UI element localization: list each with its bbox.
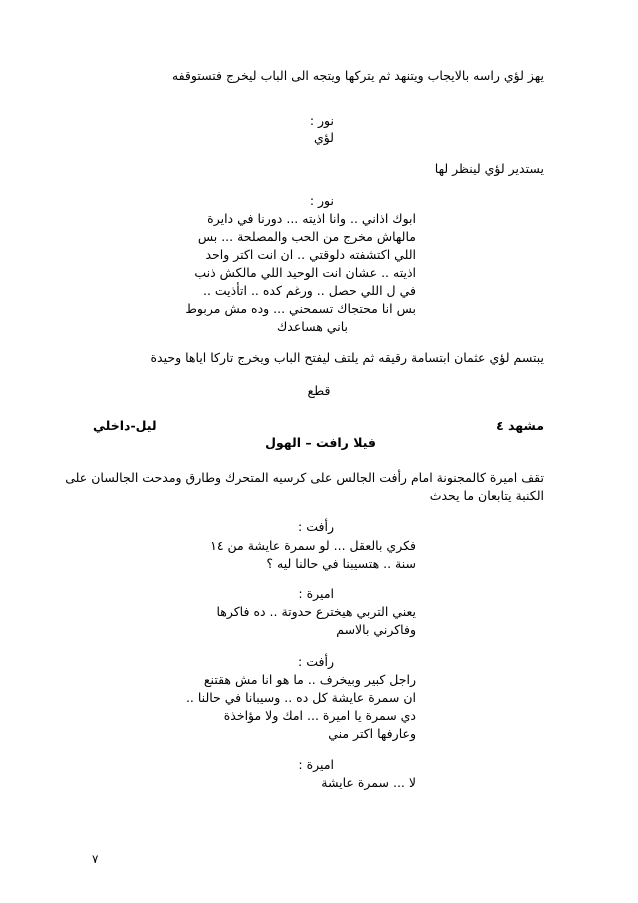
action-line: يبتسم لؤي عثمان ابتسامة رقيقه ثم يلتف ليفتح الباب ويخرج تاركا اياها وحيدة [150,350,544,365]
character-name: رأفت : [298,519,334,534]
character-name: رأفت : [298,654,334,669]
dialogue-line: ان سمرة عايشة كل ده .. وسيبانا في حالنا .. [185,690,416,705]
character-name: نور : [309,113,334,128]
dialogue-line: مالهاش مخرج من الحب والمصلحة ... بس [197,229,416,244]
scene-heading-number: مشهد ٤ [496,418,544,433]
page-number: ٧ [92,852,99,866]
transition-cut: قطع [307,383,331,398]
dialogue-line: وعارفها اكتر مني [328,726,416,741]
action-line: تقف اميرة كالمجنونة امام رأفت الجالس على كرسيه المتحرك وطارق ومدحت الجالسان على [65,470,544,485]
action-line: الكنبة يتابعان ما يحدث [429,488,544,503]
dialogue-line: لؤي [313,130,334,145]
dialogue-line: دي سمرة يا اميرة ... امك ولا مؤاخذة [223,708,416,723]
action-line: يستدير لؤي لينظر لها [434,161,544,176]
action-line: يهز لؤي راسه بالايجاب ويتنهد ثم يتركها ويتجه الى الباب ليخرج فتستوقفه [171,68,544,83]
dialogue-line: في ل اللي حصل .. ورغم كده .. اتأذيت .. [202,283,416,298]
character-name: نور : [309,193,334,208]
character-name: اميرة : [298,757,334,772]
dialogue-line: ابوك اذاني .. وانا اذيته ... دورنا في دايرة [207,211,416,226]
dialogue-line: وفاكرني بالاسم [336,622,416,637]
dialogue-line: فكري بالعقل ... لو سمرة عايشة من ١٤ [210,538,416,553]
scene-heading-time: ليل-داخلي [93,418,157,433]
dialogue-line: اذيته .. عشان انت الوحيد اللي مالكش ذنب [194,265,416,280]
dialogue-line: باني هساعدك [276,319,348,334]
dialogue-line: يعني التربي هيخترع حدوتة .. ده فاكرها [216,604,416,619]
character-name: اميرة : [298,586,334,601]
dialogue-line: بس انا محتجاك تسمحني ... وده مش مربوط [185,301,416,316]
dialogue-line: لا ... سمرة عايشة [321,775,416,790]
dialogue-line: اللي اكتشفته دلوقتي .. ان انت اكتر واحد [205,247,416,262]
scene-heading-location: فيلا رافت – الهول [265,435,376,450]
dialogue-line: راجل كبير وبيخرف .. ما هو انا مش هقتنع [203,672,416,687]
dialogue-line: سنة .. هتسيبنا في حالنا ليه ؟ [266,556,416,571]
